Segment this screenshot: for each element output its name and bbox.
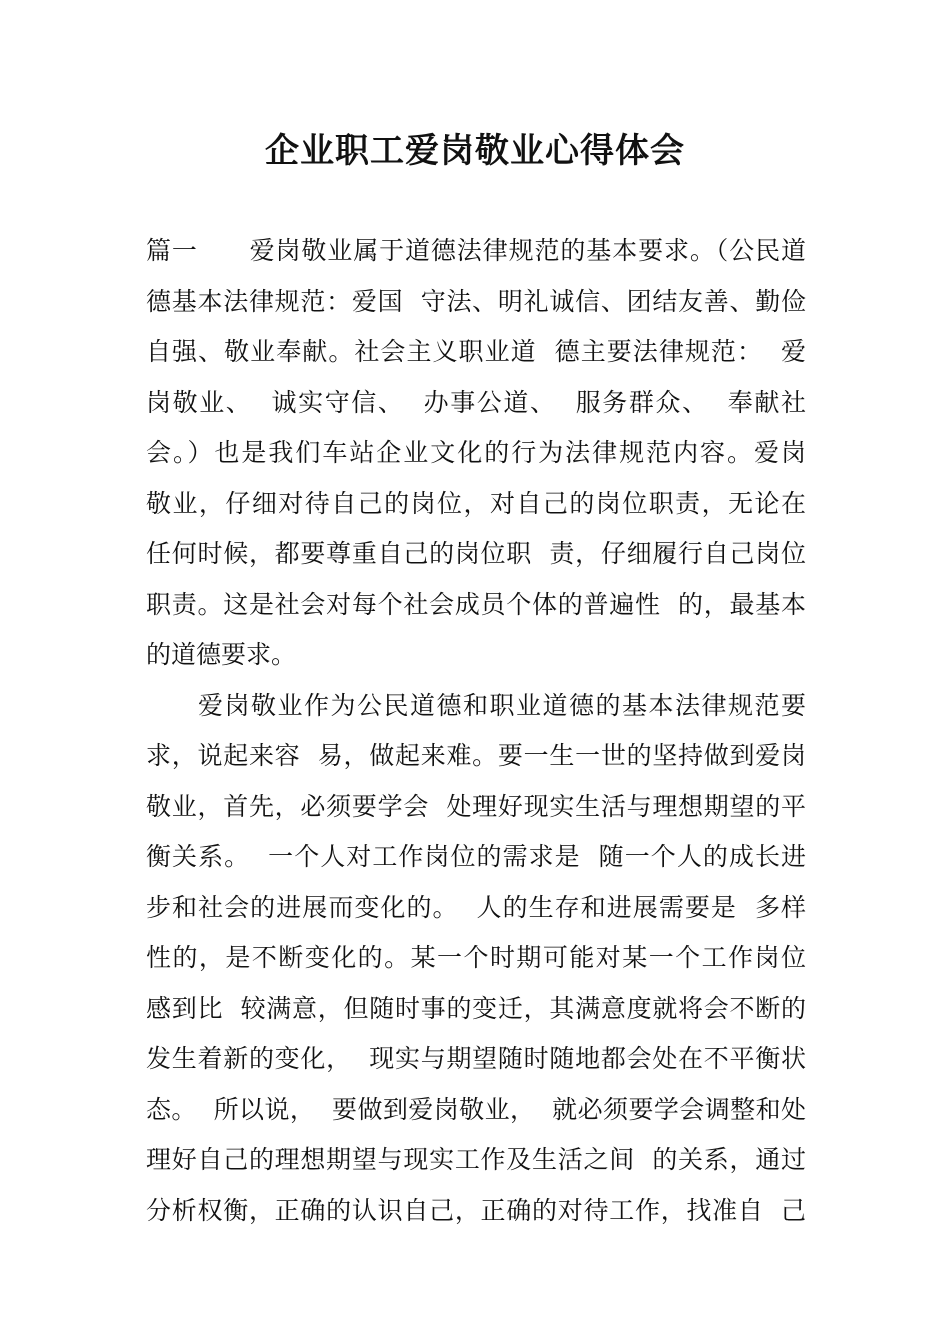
paragraph-1 — [146, 226, 806, 681]
text-line: 岗敬业、 诚实守信、 办事公道、 服务群众、 奉献社 — [146, 387, 806, 417]
text-line: 敬业，首先，必须要学会 处理好现实生活与理想期望的平 — [146, 791, 806, 821]
text-line: 理好自己的理想期望与现实工作及生活之间 的关系，通过 — [146, 1145, 806, 1174]
text-line: 性的，是不断变化的。某一个时期可能对某一个工作岗位 — [146, 943, 806, 972]
text-line: 会。）也是我们车站企业文化的行为法律规范内容。爱岗 — [146, 438, 806, 467]
document-title: 企业职工爱岗敬业心得体会 — [265, 131, 685, 171]
text-line: 分析权衡，正确的认识自己，正确的对待工作，找准自 己 — [146, 1195, 806, 1225]
text-line: 发生着新的变化， 现实与期望随时随地都会处在不平衡状 — [146, 1044, 806, 1073]
text-line: 任何时候，都要尊重自己的岗位职 责，仔细履行自己岗位 — [146, 539, 806, 568]
text-line: 感到比 较满意，但随时事的变迁，其满意度就将会不断的 — [146, 993, 806, 1023]
text-line: 态。 所以说， 要做到爱岗敬业， 就必须要学会调整和处 — [146, 1094, 806, 1124]
text-line: 篇一 爱岗敬业属于道德法律规范的基本要求。（公民道 — [146, 236, 806, 265]
text-line: 敬业，仔细对待自己的岗位，对自己的岗位职责，无论在 — [146, 488, 806, 518]
text-line: 求，说起来容 易，做起来难。要一生一世的坚持做到爱岗 — [146, 741, 806, 770]
text-line: 自强、敬业奉献。社会主义职业道 德主要法律规范： 爱 — [146, 337, 806, 366]
text-line: 步和社会的进展而变化的。 人的生存和进展需要是 多样 — [146, 892, 806, 922]
text-line: 爱岗敬业作为公民道德和职业道德的基本法律规范要 — [198, 690, 806, 720]
text-line: 职责。这是社会对每个社会成员个体的普遍性 的，最基本 — [146, 589, 806, 619]
text-line: 衡关系。 一个人对工作岗位的需求是 随一个人的成长进 — [146, 842, 806, 871]
text-line: 德基本法律规范：爱国 守法、明礼诚信、团结友善、勤俭 — [146, 286, 806, 316]
document-body — [146, 226, 806, 1236]
paragraph-2 — [146, 681, 806, 1237]
text-line: 的道德要求。 — [146, 640, 297, 669]
